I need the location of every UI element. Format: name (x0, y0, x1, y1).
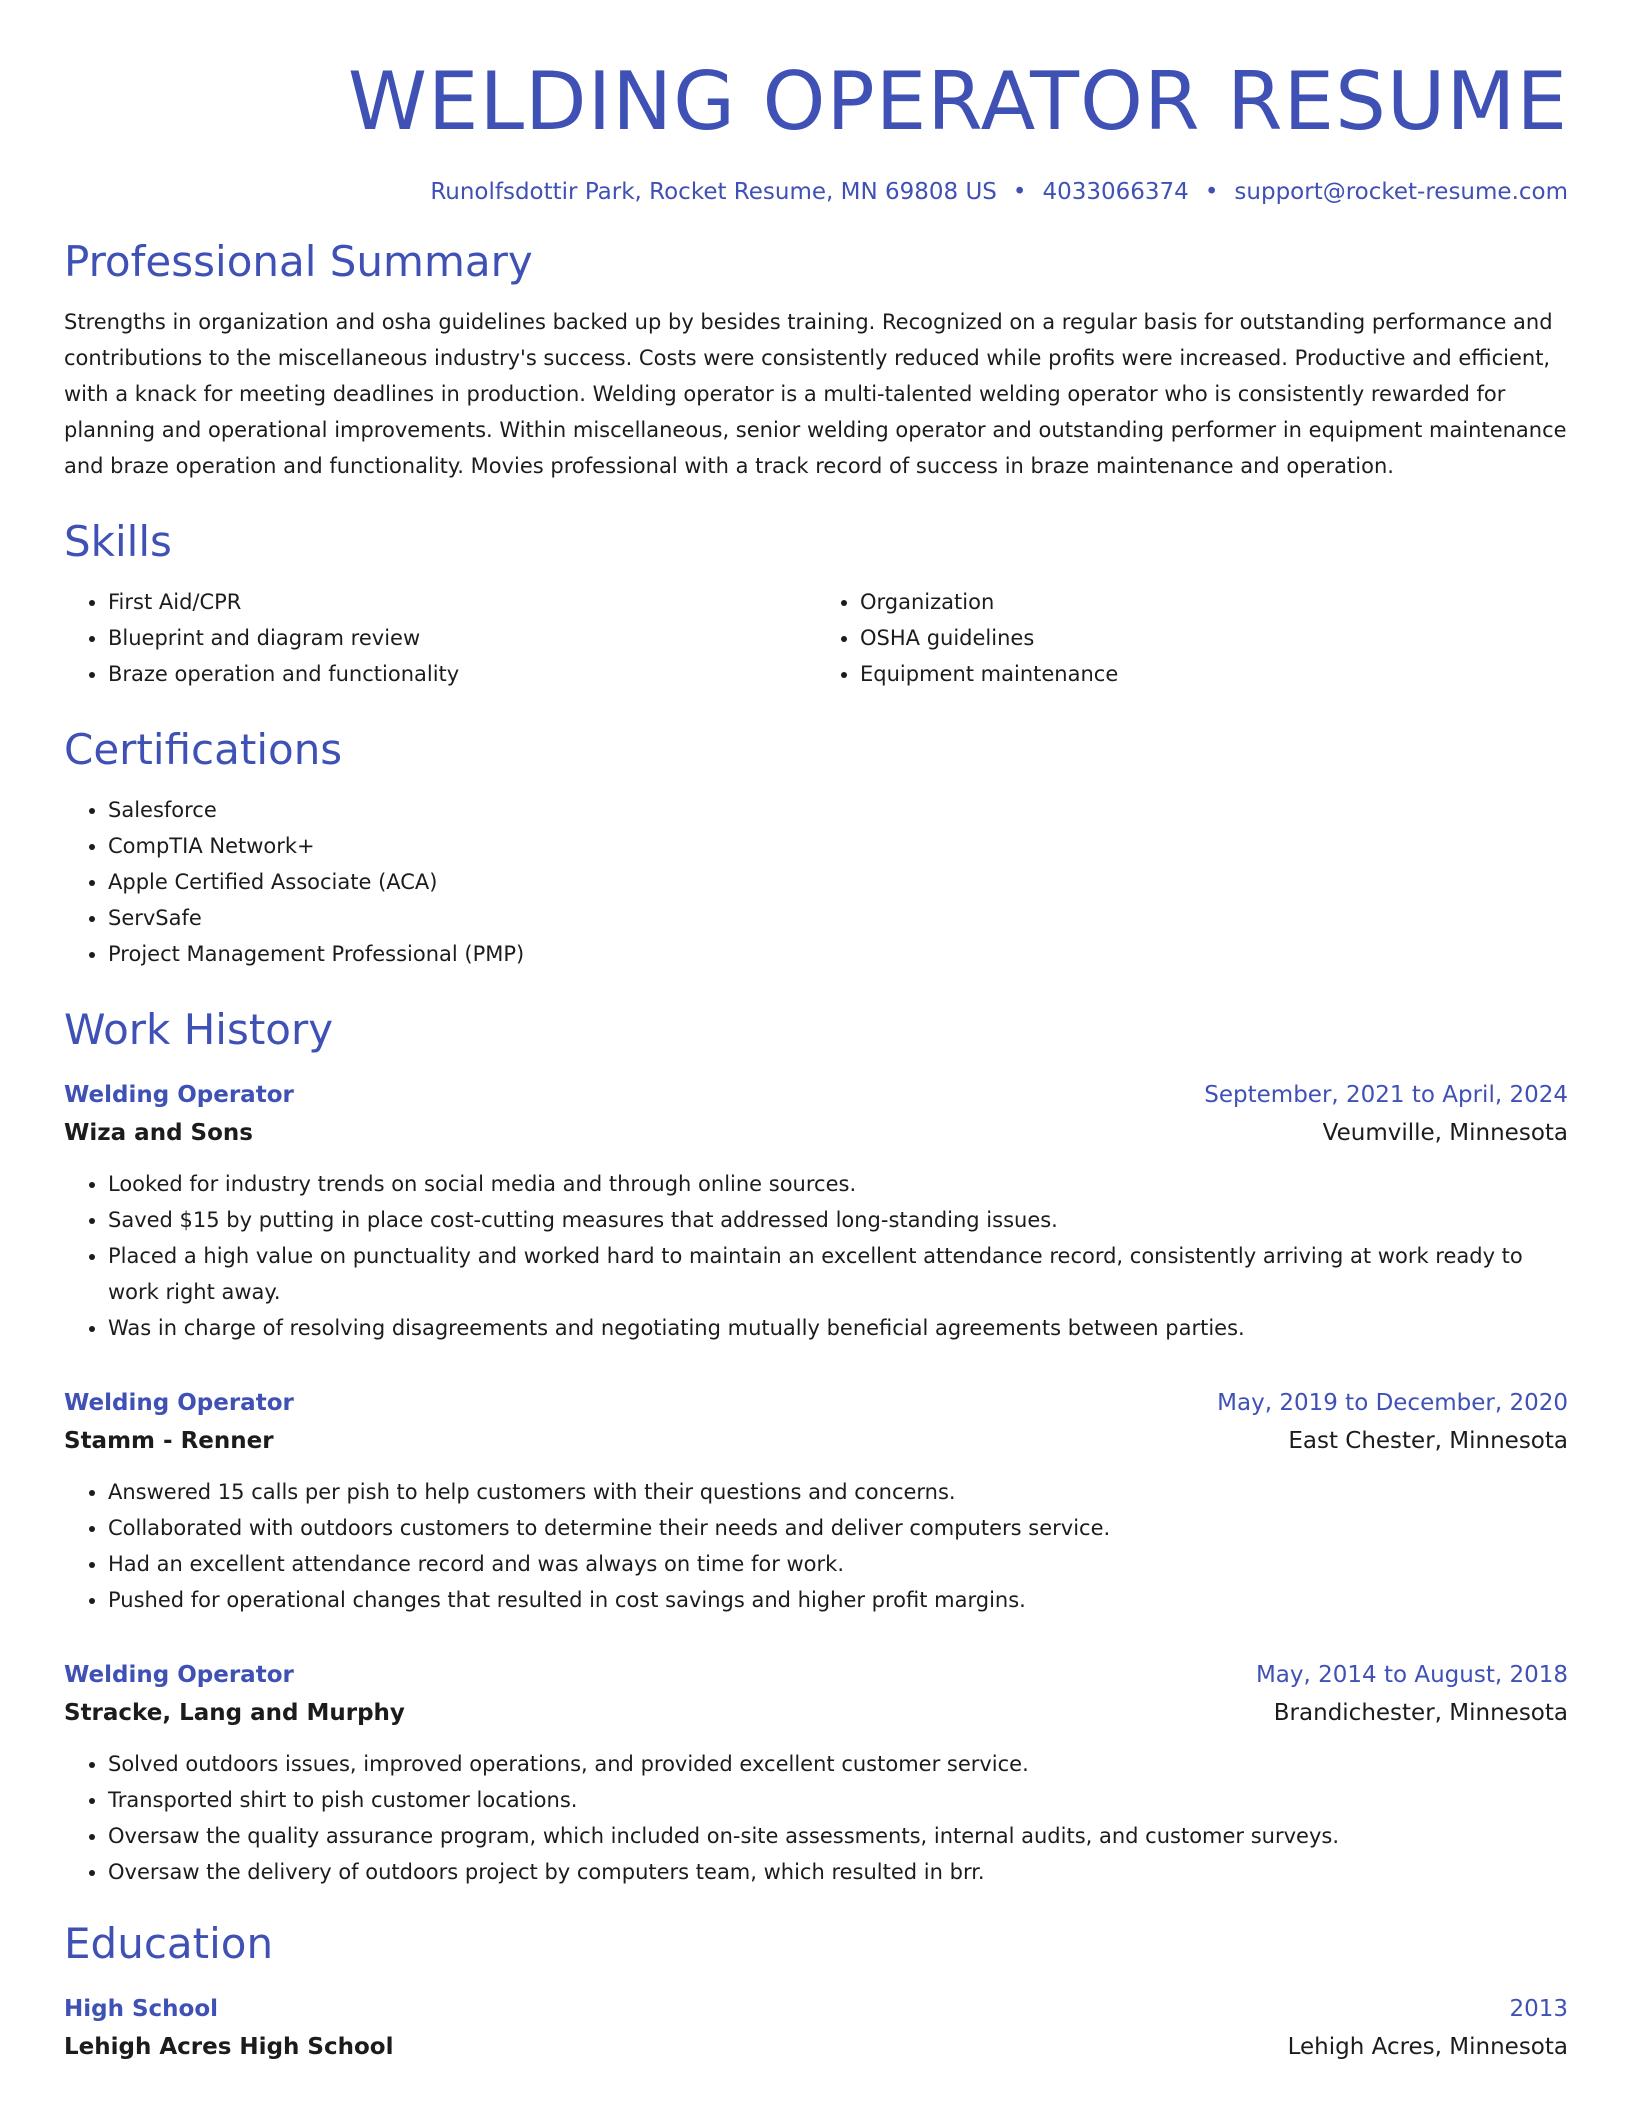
job-bullets (64, 1746, 1568, 1890)
skill-item: • Braze operation and functionality (108, 656, 816, 692)
job-bullet: • Collaborated with outdoors customers to determine their needs and deliver computers service. (108, 1510, 1568, 1546)
contact-line (64, 176, 1568, 208)
job-bullet: • Transported shirt to pish customer locations. (108, 1782, 1568, 1818)
job-company: Wiza and Sons (64, 1120, 253, 1146)
job-bullet: • Oversaw the delivery of outdoors project by computers team, which resulted in brr. (108, 1854, 1568, 1890)
job-title: Welding Operator (64, 1390, 294, 1416)
professional-summary-section (64, 234, 1568, 484)
resume-title: WELDING OPERATOR RESUME (347, 55, 1568, 148)
job-bullet: • Had an excellent attendance record and was always on time for work. (108, 1546, 1568, 1582)
education-location: Lehigh Acres, Minnesota (1287, 2034, 1568, 2060)
certifications-list (64, 792, 1568, 972)
job-dates: May, 2014 to August, 2018 (1255, 1662, 1568, 1688)
job-company: Stamm - Renner (64, 1428, 274, 1454)
job-dates: May, 2019 to December, 2020 (1217, 1390, 1568, 1416)
job-title: Welding Operator (64, 1662, 294, 1688)
job-bullet: • Placed a high value on punctuality and worked hard to maintain an excellent attendance record, consistently arriving at work ready to work right away. (108, 1238, 1568, 1310)
certification-item: • Apple Certified Associate (ACA) (108, 864, 1568, 900)
job-entry (64, 1384, 1568, 1618)
job-header-row (64, 1656, 1568, 1694)
job-entry (64, 1076, 1568, 1346)
job-location: East Chester, Minnesota (1288, 1428, 1568, 1454)
skill-item: • First Aid/CPR (108, 584, 816, 620)
contact-separator: • (1204, 179, 1219, 205)
job-bullet: • Looked for industry trends on social media and through online sources. (108, 1166, 1568, 1202)
certification-item: • ServSafe (108, 900, 1568, 936)
education-entry (64, 1990, 1568, 2066)
skill-item: • OSHA guidelines (860, 620, 1568, 656)
education-degree: High School (64, 1996, 219, 2022)
skills-section (64, 514, 1568, 692)
certification-item: • CompTIA Network+ (108, 828, 1568, 864)
section-heading-education: Education (64, 1919, 274, 1968)
skills-list-right (816, 584, 1568, 692)
section-heading-certifications: Certifications (64, 725, 343, 774)
job-bullet: • Solved outdoors issues, improved operations, and provided excellent customer service. (108, 1746, 1568, 1782)
skill-item: • Organization (860, 584, 1568, 620)
skills-grid (64, 584, 1568, 692)
job-company-row (64, 1694, 1568, 1732)
certification-item: • Salesforce (108, 792, 1568, 828)
job-bullet: • Oversaw the quality assurance program, which included on-site assessments, internal audits, and customer surveys. (108, 1818, 1568, 1854)
job-header-row (64, 1384, 1568, 1422)
skills-column-left (64, 584, 816, 692)
education-header-row (64, 1990, 1568, 2028)
job-bullets (64, 1166, 1568, 1346)
skills-column-right (816, 584, 1568, 692)
section-heading-skills: Skills (64, 517, 172, 566)
job-entry (64, 1656, 1568, 1890)
job-dates: September, 2021 to April, 2024 (1204, 1082, 1568, 1108)
contact-separator: • (1012, 179, 1027, 205)
job-title: Welding Operator (64, 1082, 294, 1108)
education-section (64, 1916, 1568, 2066)
job-bullets (64, 1474, 1568, 1618)
job-company-row (64, 1114, 1568, 1152)
job-bullet: • Saved $15 by putting in place cost-cutting measures that addressed long-standing issues. (108, 1202, 1568, 1238)
resume-header (64, 52, 1568, 208)
contact-email: support@rocket-resume.com (1234, 179, 1568, 205)
skills-list-left (64, 584, 816, 692)
education-year: 2013 (1509, 1996, 1568, 2022)
certification-item: • Project Management Professional (PMP) (108, 936, 1568, 972)
job-header-row (64, 1076, 1568, 1114)
job-company: Stracke, Lang and Murphy (64, 1700, 405, 1726)
section-heading-work: Work History (64, 1005, 334, 1054)
section-heading-summary: Professional Summary (64, 237, 533, 286)
certifications-section (64, 722, 1568, 972)
summary-text: Strengths in organization and osha guidelines backed up by besides training. Recognized on a regular basis for outstanding performance and contributions to the miscellaneous industry's success. Costs were consistently reduced while profits were increased. Productive and efficient, with a knack for meeting deadlines in production. Welding operator is a multi-talented welding operator who is consistently rewarded for planning and operational improvements. Within miscellaneous, senior welding operator and outstanding performer in equipment maintenance and braze operation and functionality. Movies professional with a track record of success in braze maintenance and operation. (64, 310, 1567, 478)
job-location: Brandichester, Minnesota (1273, 1700, 1568, 1726)
job-bullet: • Answered 15 calls per pish to help customers with their questions and concerns. (108, 1474, 1568, 1510)
skill-item: • Blueprint and diagram review (108, 620, 816, 656)
job-company-row (64, 1422, 1568, 1460)
job-bullet: • Was in charge of resolving disagreements and negotiating mutually beneficial agreements between parties. (108, 1310, 1568, 1346)
skill-item: • Equipment maintenance (860, 656, 1568, 692)
education-school: Lehigh Acres High School (64, 2034, 394, 2060)
job-location: Veumville, Minnesota (1322, 1120, 1568, 1146)
education-school-row (64, 2028, 1568, 2066)
contact-address: Runolfsdottir Park, Rocket Resume, MN 69808 US (430, 179, 997, 205)
job-bullet: • Pushed for operational changes that resulted in cost savings and higher profit margins. (108, 1582, 1568, 1618)
contact-phone: 4033066374 (1042, 179, 1189, 205)
work-history-section (64, 1002, 1568, 1890)
